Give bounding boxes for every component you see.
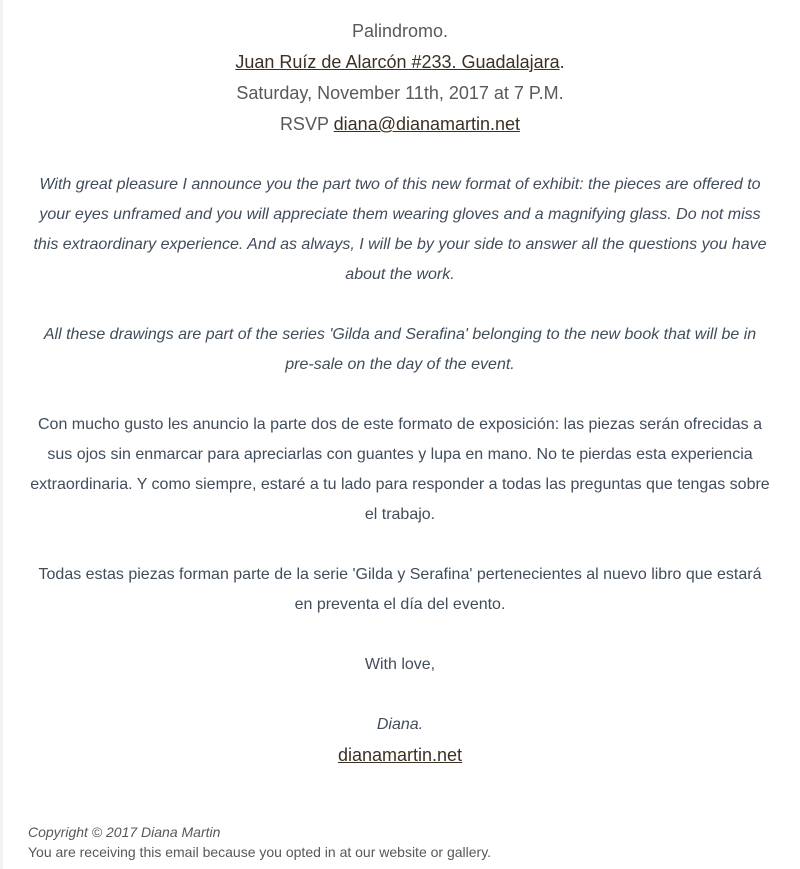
event-datetime: Saturday, November 11th, 2017 at 7 P.M. bbox=[236, 83, 564, 103]
rsvp-line bbox=[28, 109, 772, 140]
paragraph-english-announcement: With great pleasure I announce you the part two of this new format of exhibit: the pieces are offered to your eyes unframed and you will appreciate them wearing gloves and a magnifying glass. Do not miss this extraordinary experience. And as always, I will be by your side to answer all the questions you have about the work. bbox=[33, 176, 767, 283]
paragraph-english-series: All these drawings are part of the series 'Gilda and Serafina' belonging to the new book that will be in pre-sale on the day of the event. bbox=[43, 326, 757, 373]
invitation-header bbox=[28, 16, 772, 140]
closing-salutation: With love, bbox=[364, 656, 436, 673]
copyright-notice: Copyright © 2017 Diana Martin bbox=[28, 824, 221, 840]
rsvp-label: RSVP bbox=[279, 114, 329, 134]
address-link[interactable]: Juan Ruíz de Alarcón #233. Guadalajara bbox=[235, 52, 560, 72]
website-line bbox=[28, 740, 772, 770]
paragraph-spanish-series: Todas estas piezas forman parte de la serie 'Gilda y Serafina' pertenecientes al nuevo libro que estará en preventa el día del evento. bbox=[38, 566, 762, 613]
left-edge-line bbox=[0, 0, 3, 869]
signature-block bbox=[28, 710, 772, 770]
optin-notice: You are receiving this email because you opted in at our website or gallery. bbox=[28, 844, 492, 860]
signature-name: Diana. bbox=[376, 716, 424, 733]
address-period: . bbox=[559, 52, 565, 72]
rsvp-email-link[interactable]: diana@dianamartin.net bbox=[333, 114, 521, 134]
event-title: Palindromo. bbox=[351, 21, 449, 41]
email-footer bbox=[28, 822, 772, 862]
event-address-line bbox=[28, 47, 772, 78]
website-link[interactable]: dianamartin.net bbox=[337, 745, 463, 765]
paragraph-spanish-announcement: Con mucho gusto les anuncio la parte dos de este formato de exposición: las piezas serán ofrecidas a sus ojos sin enmarcar para apreciarlas con guantes y lupa en mano. No te pierdas esta experiencia extraordinaria. Y como siempre, estaré a tu lado para responder a todas las preguntas que tengas sobre el trabajo. bbox=[30, 416, 770, 523]
